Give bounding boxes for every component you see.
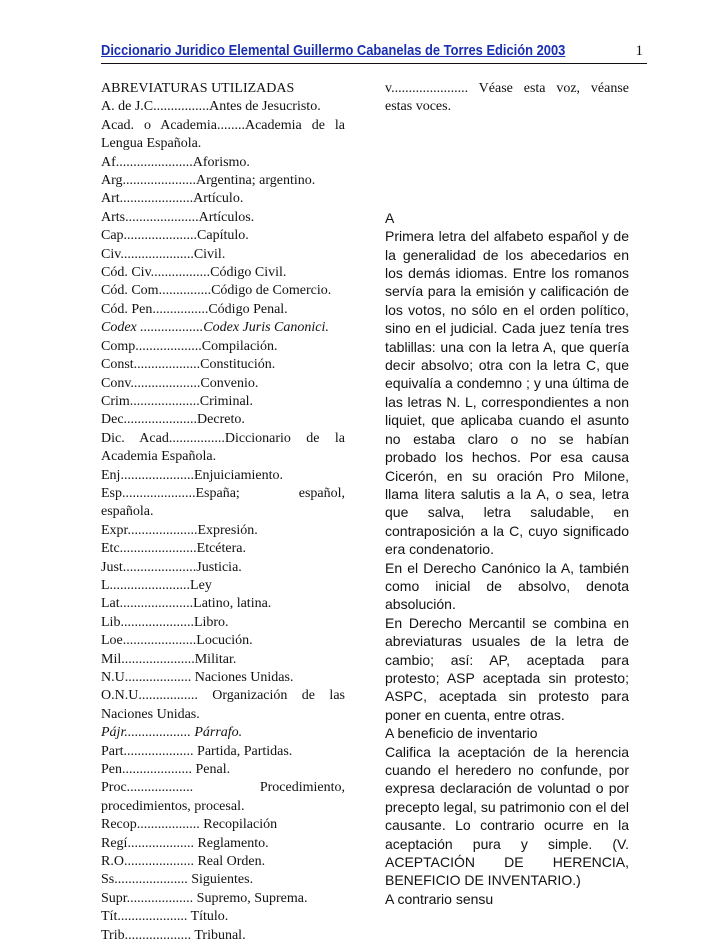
- abbreviation-entry: Esp.....................España; español, española.: [101, 485, 345, 520]
- abbreviation-entry: Crim....................Criminal.: [101, 393, 254, 409]
- dictionary-column: [385, 80, 629, 908]
- abbreviation-entry: Mil.....................Militar.: [101, 651, 237, 667]
- abbreviation-entry: Dec.....................Decreto.: [101, 412, 245, 428]
- abbreviation-entry: Part.................... Partida, Partidas.: [101, 743, 293, 759]
- entry-definition: En Derecho Mercantil se combina en abreviaturas usuales de la letra de cambio; así: AP, aceptada para protesto; ASP aceptada sin protesto; ASPC, aceptada sin protesto para poner en cuenta, entre otras.: [385, 614, 629, 723]
- abbreviation-entry: O.N.U................. Organización de las Naciones Unidas.: [101, 688, 345, 722]
- entry-definition: Califica la aceptación de la herencia cuando el heredero no confunde, por expresa declaración de voluntad o por precepto legal, su patrimonio con el del causante. Lo contrario ocurre en la aceptación pura y simple. (V. ACEPTACIÓN DE HERENCIA, BENEFICIO DE INVENTARIO.): [385, 743, 629, 889]
- abbreviation-entry: Acad. o Academia........Academia de la Lengua Española.: [101, 117, 345, 152]
- abbreviation-entry: Regí................... Reglamento.: [101, 835, 269, 851]
- abbreviation-entry: Recop.................. Recopilación: [101, 817, 278, 833]
- abbreviation-entry: Lat.....................Latino, latina.: [101, 596, 272, 612]
- abbreviation-entry: Pen.................... Penal.: [101, 762, 231, 778]
- abbreviation-entry: Tít.................... Título.: [101, 909, 229, 925]
- abbreviation-entry: Arts.....................Artículos.: [101, 209, 255, 225]
- abbreviation-entry: Lib.....................Libro.: [101, 614, 229, 630]
- abbreviation-entry: Just.....................Justicia.: [101, 559, 242, 575]
- entry-headword: A contrario sensu: [385, 890, 494, 907]
- abbreviation-entry: Arg.....................Argentina; argentino.: [101, 173, 316, 189]
- abbreviation-entry: Pájr................... Párrafo.: [101, 725, 243, 741]
- abbreviation-entry: R.O.................... Real Orden.: [101, 854, 266, 870]
- abbreviations-column: [101, 80, 345, 945]
- abbreviation-entry: Ss..................... Siguientes.: [101, 872, 254, 888]
- entry-definition: Primera letra del alfabeto español y de la generalidad de los abecedarios en los demás idiomas. Entre los romanos servía para la emisión y calificación de los votos, no sólo en el orden político, sino en el judicial. Cada juez tenía tres tablillas: una con la letra A, que quería decir absolvo; otra con la letra C, que equivalía a condemno ; y una última de las letras N. L, correspondientes a non liquiet, que aplicaba cuando el asunto no estaba claro o no se habían probado los hechos. Por esa causa Cicerón, en su oración Pro Milone, llama litera salutis a la A, o sea, letra que salva, letra saludable, en contraposición a la C, cuyo significado era condenatorio.: [385, 228, 629, 558]
- entry-definition: En el Derecho Canónico la A, también como inicial de absolvo, denota absolución.: [385, 559, 629, 613]
- abbreviation-entry: Civ.....................Civil.: [101, 246, 226, 262]
- header-title: Diccionario Juridico Elemental Guillermo Cabanelas de Torres Edición 2003: [101, 42, 566, 59]
- page-number: 1: [635, 43, 643, 59]
- abbreviation-entry: Expr....................Expresión.: [101, 522, 258, 538]
- abbreviation-entry: Proc................... Procedimiento, procedimientos, procesal.: [101, 780, 345, 814]
- abbreviation-entry: Cód. Civ.................Código Civil.: [101, 265, 287, 281]
- page-header: [101, 39, 647, 64]
- abbreviation-entry: Art.....................Artículo.: [101, 191, 244, 207]
- abbreviation-entry: Conv....................Convenio.: [101, 375, 259, 391]
- abbreviation-entry: Codex ..................Codex Juris Canonici.: [101, 320, 329, 336]
- abbreviation-entry: Const...................Constitución.: [101, 357, 276, 373]
- column-gap: [385, 117, 629, 209]
- abbreviation-entry: A. de J.C................Antes de Jesucristo.: [101, 99, 321, 115]
- abbreviation-entry: Comp...................Compilación.: [101, 338, 278, 354]
- abbreviation-entry: Enj.....................Enjuiciamiento.: [101, 467, 283, 483]
- abbreviation-entry: L.......................Ley: [101, 577, 212, 593]
- abbreviation-entry: N.U................... Naciones Unidas.: [101, 670, 294, 685]
- entry-headword: A: [385, 209, 395, 226]
- abbreviation-entry: Etc......................Etcétera.: [101, 541, 247, 557]
- abbreviation-entry: Supr................... Supremo, Suprema.: [101, 890, 308, 906]
- abbreviation-entry: Cód. Com...............Código de Comercio.: [101, 283, 332, 299]
- abbreviation-entry: Trib................... Tribunal.: [101, 927, 246, 943]
- abbreviation-entry: Cód. Pen................Código Penal.: [101, 301, 288, 317]
- abbreviation-entry: Dic. Acad................Diccionario de la Academia Española.: [101, 430, 345, 465]
- abbreviation-entry: Af......................Aforismo.: [101, 154, 250, 170]
- abbreviations-heading: ABREVIATURAS UTILIZADAS: [101, 81, 295, 96]
- see-also-note: v...................... Véase esta voz, véanse estas voces.: [385, 81, 629, 115]
- abbreviation-entry: Loe.....................Locución.: [101, 633, 253, 649]
- entry-headword: A beneficio de inventario: [385, 725, 538, 742]
- abbreviation-entry: Cap.....................Capítulo.: [101, 228, 249, 244]
